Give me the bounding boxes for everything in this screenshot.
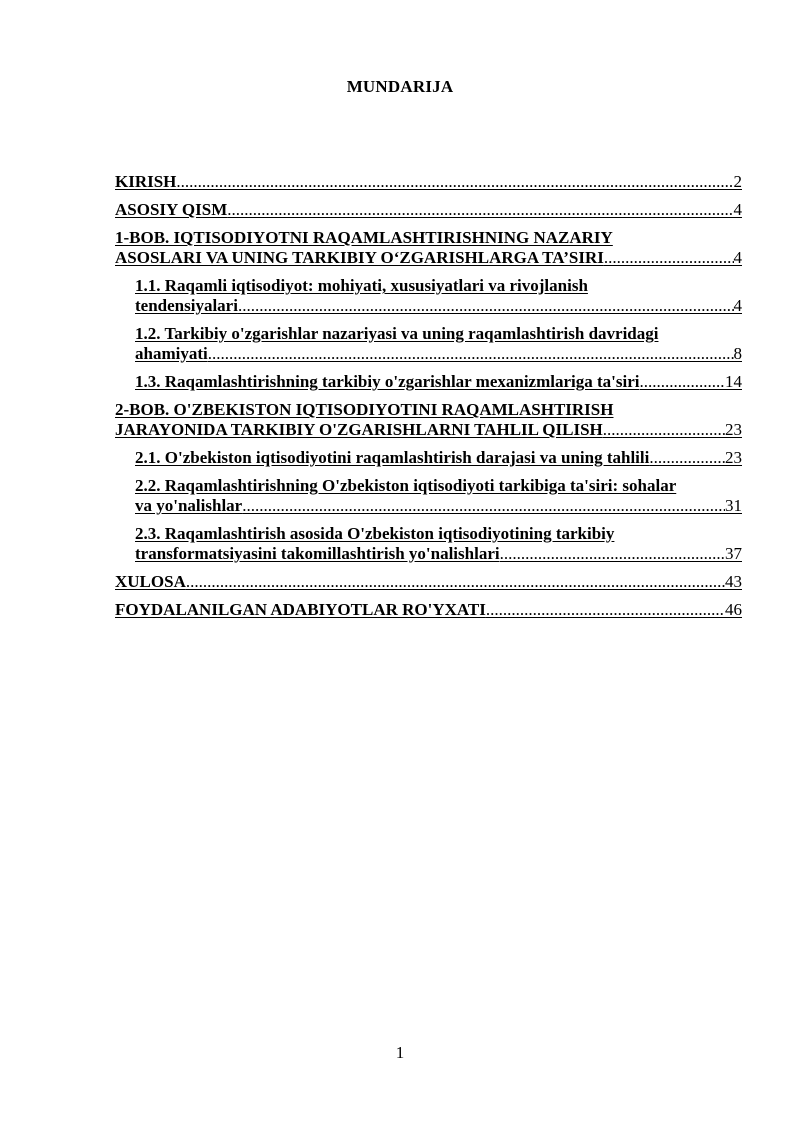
toc-entry-kirish[interactable]	[115, 172, 742, 192]
dot-leader	[227, 200, 733, 220]
dot-leader	[486, 600, 725, 620]
toc-entry-page: 8	[733, 344, 742, 363]
dot-leader	[604, 248, 734, 268]
dot-leader	[176, 172, 733, 192]
toc-entry-page: 4	[733, 200, 742, 219]
dot-leader	[238, 296, 734, 316]
toc-entry-text-line1: 2-BOB. O'ZBEKISTON IQTISODIYOTINI RAQAMLASHTIRISH	[115, 400, 614, 419]
toc-entry-section-2-2[interactable]	[135, 476, 742, 516]
toc-entry-text: transformatsiyasini takomillashtirish yo'nalishlari	[135, 544, 500, 563]
toc-entry-xulosa[interactable]	[115, 572, 742, 592]
toc-entry-chapter-2[interactable]	[115, 400, 742, 440]
toc-entry-section-1-1[interactable]	[135, 276, 742, 316]
dot-leader	[208, 344, 734, 364]
toc-entry-text: ASOSLARI VA UNING TARKIBIY O‘ZGARISHLARGA TA’SIRI	[115, 248, 604, 267]
toc-entry-text: 1.3. Raqamlashtirishning tarkibiy o'zgarishlar mexanizmlariga ta'siri	[135, 372, 640, 391]
dot-leader	[186, 572, 725, 592]
dot-leader	[242, 496, 725, 516]
toc-entry-text-line1: 2.3. Raqamlashtirish asosida O'zbekiston iqtisodiyotining tarkibiy	[135, 524, 615, 543]
toc-entry-section-2-3[interactable]	[135, 524, 742, 564]
toc-entry-asosiy-qism[interactable]	[115, 200, 742, 220]
toc-entry-references[interactable]	[115, 600, 742, 620]
toc-entry-page: 23	[725, 420, 742, 439]
dot-leader	[500, 544, 725, 564]
toc-entry-section-2-1[interactable]	[135, 448, 742, 468]
toc-entry-text-line1: 1.2. Tarkibiy o'zgarishlar nazariyasi va uning raqamlashtirish davridagi	[135, 324, 659, 343]
toc-entry-text: XULOSA	[115, 572, 186, 591]
toc-entry-page: 4	[733, 248, 742, 267]
toc-entry-page: 2	[733, 172, 742, 191]
toc-entry-page: 14	[725, 372, 742, 391]
toc-entry-text: FOYDALANILGAN ADABIYOTLAR RO'YXATI	[115, 600, 486, 619]
toc-entry-text: ahamiyati	[135, 344, 208, 363]
toc-entry-page: 43	[725, 572, 742, 591]
toc-entry-section-1-2[interactable]	[135, 324, 742, 364]
toc-entry-text-line1: 2.2. Raqamlashtirishning O'zbekiston iqtisodiyoti tarkibiga ta'siri: sohalar	[135, 476, 677, 495]
toc-entry-page: 46	[725, 600, 742, 619]
toc-entry-chapter-1[interactable]	[115, 228, 742, 268]
page-number: 1	[395, 1043, 405, 1062]
dot-leader	[649, 448, 725, 468]
dot-leader	[603, 420, 725, 440]
dot-leader	[640, 372, 726, 392]
toc-entry-section-1-3[interactable]	[135, 372, 742, 392]
toc-entry-text: tendensiyalari	[135, 296, 238, 315]
toc-entry-text-line1: 1.1. Raqamli iqtisodiyot: mohiyati, xususiyatlari va rivojlanish	[135, 276, 588, 295]
toc-entry-page: 37	[725, 544, 742, 563]
toc-entry-text: 2.1. O'zbekiston iqtisodiyotini raqamlashtirish darajasi va uning tahlili	[135, 448, 650, 467]
toc-entry-text: ASOSIY QISM	[115, 200, 228, 219]
toc-entry-text: JARAYONIDA TARKIBIY O'ZGARISHLARNI TAHLIL QILISH	[115, 420, 603, 439]
page-title: MUNDARIJA	[346, 77, 454, 96]
toc-entry-page: 4	[733, 296, 742, 315]
toc-entry-page: 23	[725, 448, 742, 467]
toc-entry-text: va yo'nalishlar	[135, 496, 243, 515]
toc-entry-page: 31	[725, 496, 742, 515]
table-of-contents	[115, 172, 742, 628]
toc-entry-text-line1: 1-BOB. IQTISODIYOTNI RAQAMLASHTIRISHNING NAZARIY	[115, 228, 613, 247]
toc-entry-text: KIRISH	[115, 172, 177, 191]
